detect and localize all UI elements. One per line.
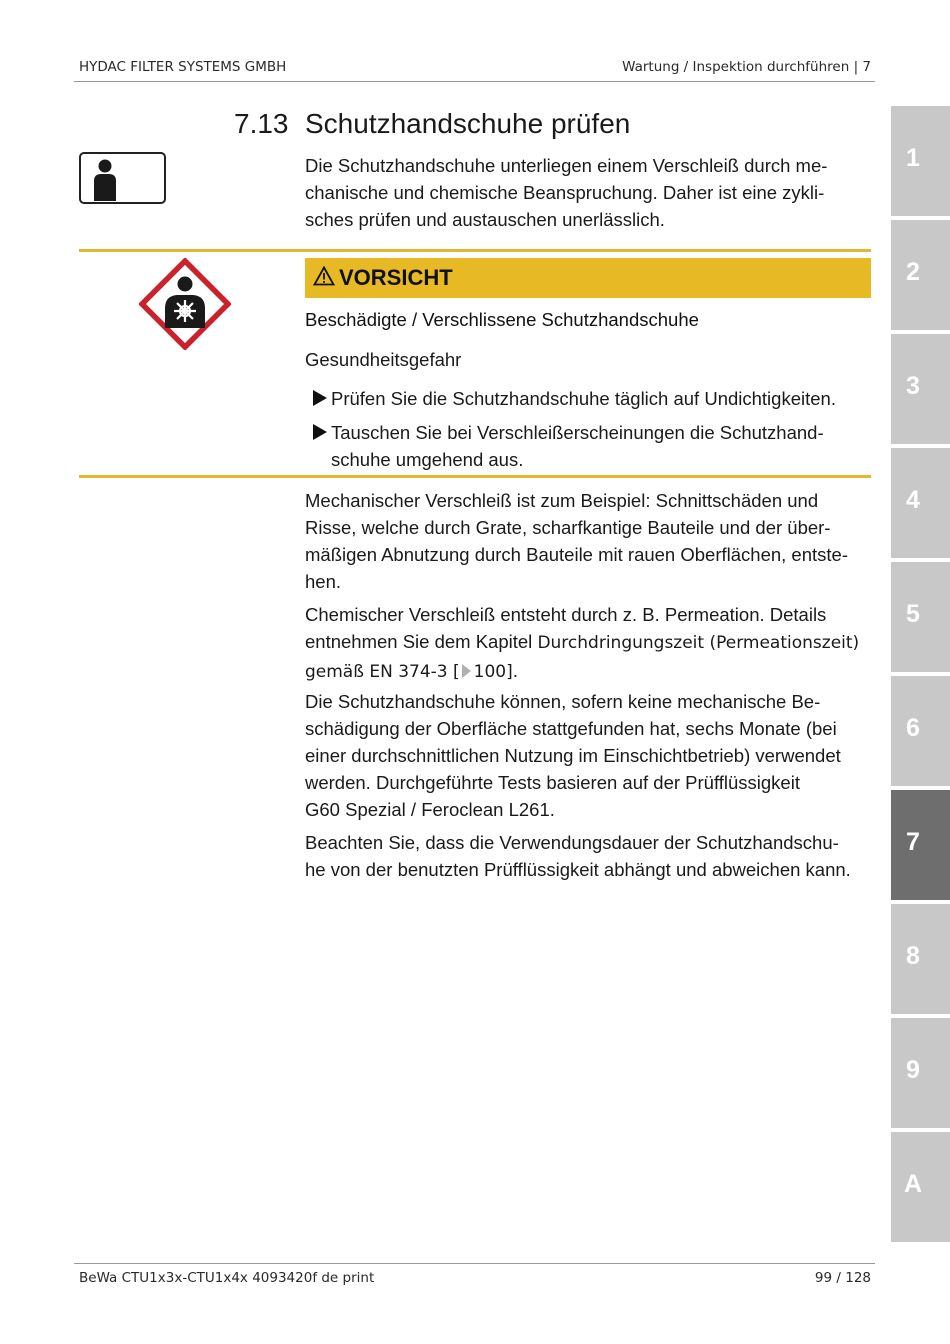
intro-line: chanische und chemische Beanspruchung. Daher ist eine zykli- bbox=[305, 182, 825, 203]
warning-signal-word: VORSICHT bbox=[339, 265, 453, 290]
footer-divider bbox=[74, 1263, 875, 1264]
page-reference-link[interactable]: 100 bbox=[473, 662, 507, 682]
personnel-icon bbox=[79, 152, 166, 204]
paragraph-line: entnehmen Sie dem Kapitel Durchdringungszeit (Permeationszeit) bbox=[305, 631, 860, 653]
action-line: schuhe umgehend aus. bbox=[331, 449, 524, 470]
chapter-tab-6[interactable]: 6 bbox=[891, 676, 950, 786]
paragraph-line: he von der benutzten Prüfflüssigkeit abhängt und abweichen kann. bbox=[305, 859, 851, 880]
chapter-tab-3[interactable]: 3 bbox=[891, 334, 950, 444]
paragraph-line: Mechanischer Verschleiß ist zum Beispiel: Schnittschäden und bbox=[305, 490, 819, 511]
intro-line: sches prüfen und austauschen unerlässlich. bbox=[305, 209, 665, 230]
chapter-tab-8[interactable]: 8 bbox=[891, 904, 950, 1014]
cross-reference-link[interactable]: Durchdringungszeit (Permeationszeit) bbox=[537, 633, 860, 653]
paragraph-line: G60 Spezial / Feroclean L261. bbox=[305, 799, 555, 820]
chapter-tab-9[interactable]: 9 bbox=[891, 1018, 950, 1128]
paragraph-test-fluid-note bbox=[305, 829, 875, 883]
chapter-tab-a[interactable]: A bbox=[891, 1132, 950, 1242]
paragraph-line: werden. Durchgeführte Tests basieren auf der Prüfflüssigkeit bbox=[305, 772, 800, 793]
paragraph-line: Beachten Sie, dass die Verwendungsdauer der Schutzhandschu- bbox=[305, 832, 839, 853]
paragraph-mechanical-wear bbox=[305, 487, 875, 595]
header-chapter: Wartung / Inspektion durchführen | 7 bbox=[622, 59, 871, 75]
paragraph-line: schädigung der Oberfläche stattgefunden hat, sechs Monate (bei bbox=[305, 718, 837, 739]
warning-triangle-icon bbox=[313, 266, 335, 291]
action-arrow-icon bbox=[313, 390, 327, 406]
paragraph-line: einer durchschnittlichen Nutzung im Einschichtbetrieb) verwendet bbox=[305, 745, 841, 766]
paragraph-line: Die Schutzhandschuhe können, sofern keine mechanische Be- bbox=[305, 691, 821, 712]
paragraph-chemical-wear bbox=[305, 601, 875, 686]
warning-bottom-rule bbox=[79, 475, 871, 478]
warning-top-rule bbox=[79, 249, 871, 252]
warning-signal-bar bbox=[305, 258, 871, 298]
warning-hazard: Gesundheitsgefahr bbox=[305, 349, 462, 370]
action-line: Prüfen Sie die Schutzhandschuhe täglich auf Undichtigkeiten. bbox=[331, 388, 836, 409]
intro-line: Die Schutzhandschuhe unterliegen einem Verschleiß durch me- bbox=[305, 155, 828, 176]
chapter-tab-1[interactable]: 1 bbox=[891, 106, 950, 216]
health-hazard-icon bbox=[139, 258, 231, 355]
section-number: 7.13 bbox=[234, 108, 289, 139]
footer-document-id: BeWa CTU1x3x-CTU1x4x 4093420f de print bbox=[79, 1270, 375, 1286]
chapter-tab-7[interactable]: 7 bbox=[891, 790, 950, 900]
warning-action-item bbox=[313, 419, 871, 473]
action-line: Tauschen Sie bei Verschleißerscheinungen die Schutzhand- bbox=[331, 422, 824, 443]
footer-page-number: 99 / 128 bbox=[814, 1270, 871, 1286]
page-reference-arrow-icon bbox=[462, 664, 471, 678]
intro-paragraph bbox=[305, 152, 875, 233]
paragraph-usage-duration bbox=[305, 688, 875, 823]
paragraph-line: mäßigen Abnutzung durch Bauteile mit rauen Oberflächen, entste- bbox=[305, 544, 848, 565]
section-title: Schutzhandschuhe prüfen bbox=[305, 108, 631, 139]
action-arrow-icon bbox=[313, 424, 327, 440]
warning-action-item bbox=[313, 385, 871, 412]
paragraph-line: gemäß EN 374-3 [ 100]. bbox=[305, 662, 519, 682]
paragraph-line: hen. bbox=[305, 571, 342, 592]
chapter-tab-5[interactable]: 5 bbox=[891, 562, 950, 672]
header-divider bbox=[74, 81, 875, 82]
chapter-tab-4[interactable]: 4 bbox=[891, 448, 950, 558]
paragraph-line: Risse, welche durch Grate, scharfkantige Bauteile und der über- bbox=[305, 517, 831, 538]
paragraph-line: Chemischer Verschleiß entsteht durch z. B. Permeation. Details bbox=[305, 604, 827, 625]
header-company: HYDAC FILTER SYSTEMS GMBH bbox=[79, 59, 287, 75]
warning-subject: Beschädigte / Verschlissene Schutzhandschuhe bbox=[305, 309, 699, 330]
chapter-tab-2[interactable]: 2 bbox=[891, 220, 950, 330]
